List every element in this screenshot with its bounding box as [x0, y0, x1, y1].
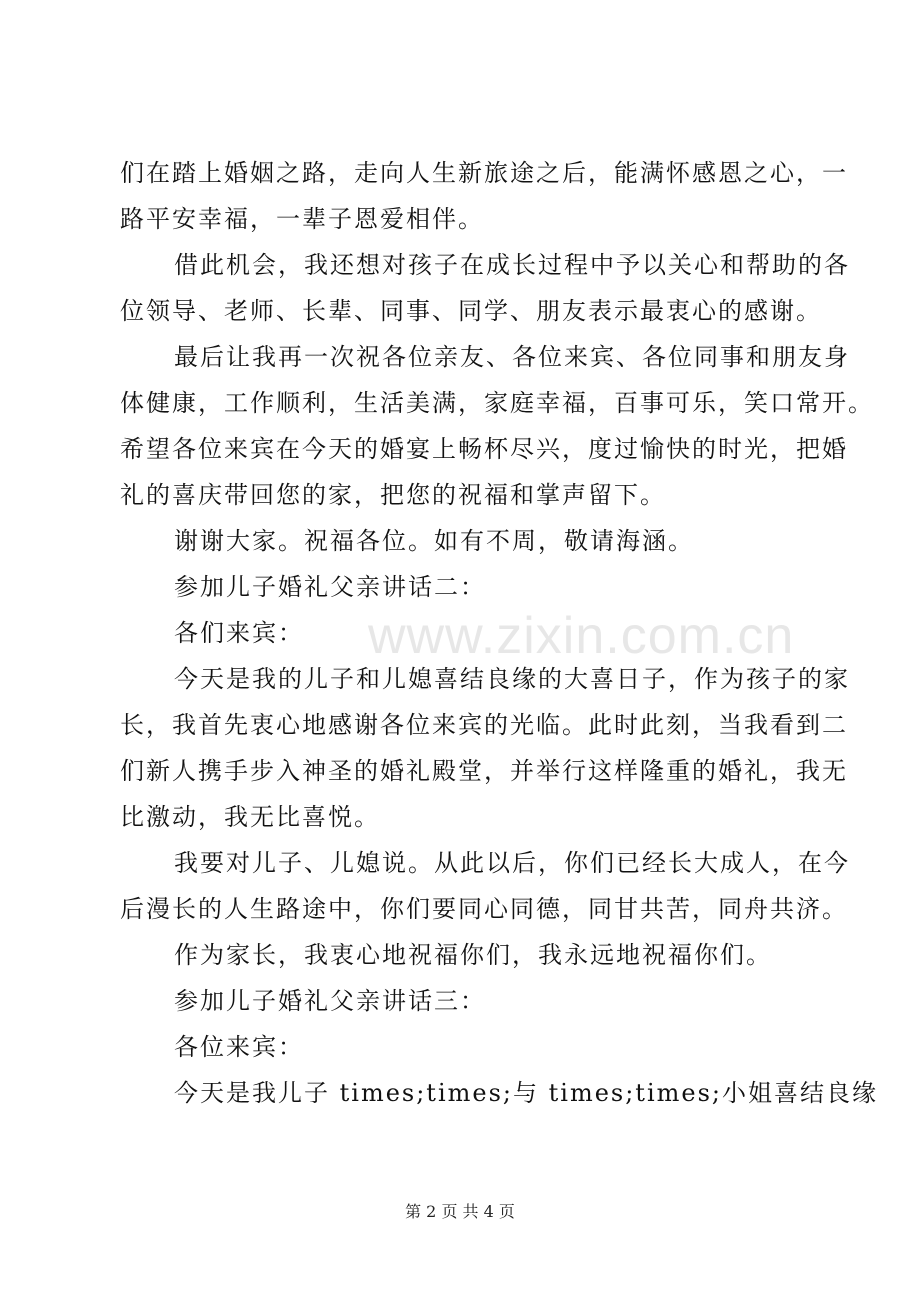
paragraph-start: 我要对儿子、儿媳说。从此以后，你们已经长大成人，在今	[174, 849, 850, 877]
text-line: 们新人携手步入神圣的婚礼殿堂，并举行这样隆重的婚礼，我无	[120, 757, 848, 785]
text-line: 们在踏上婚姻之路，走向人生新旅途之后，能满怀感恩之心，一	[120, 159, 848, 187]
text-line: 礼的喜庆带回您的家，把您的祝福和掌声留下。	[120, 481, 666, 509]
text-line: 希望各位来宾在今天的婚宴上畅杯尽兴，度过愉快的时光，把婚	[120, 435, 848, 463]
text-line: 比激动，我无比喜悦。	[120, 803, 380, 831]
paragraph-start: 借此机会，我还想对孩子在成长过程中予以关心和帮助的各	[174, 251, 850, 279]
text-line: 体健康，工作顺利，生活美满，家庭幸福，百事可乐，笑口常开。	[120, 389, 874, 417]
text-line: 长，我首先衷心地感谢各位来宾的光临。此时此刻，当我看到二	[120, 711, 848, 739]
paragraph-start: 今天是我儿子 times;times;与 times;times;小姐喜结良缘	[174, 1079, 878, 1107]
page-footer: 第 2 页 共 4 页	[405, 1202, 515, 1221]
salutation: 各位来宾：	[174, 1033, 304, 1061]
section-heading: 参加儿子婚礼父亲讲话三：	[174, 987, 486, 1015]
text-line: 路平安幸福，一辈子恩爱相伴。	[120, 205, 484, 233]
paragraph-start: 最后让我再一次祝各位亲友、各位来宾、各位同事和朋友身	[174, 343, 850, 371]
paragraph-start: 谢谢大家。祝福各位。如有不周，敬请海涵。	[174, 527, 694, 555]
salutation: 各们来宾：	[174, 619, 304, 647]
paragraph-start: 今天是我的儿子和儿媳喜结良缘的大喜日子，作为孩子的家	[174, 665, 850, 693]
text-line: 位领导、老师、长辈、同事、同学、朋友表示最衷心的感谢。	[120, 297, 822, 325]
section-heading: 参加儿子婚礼父亲讲话二：	[174, 573, 486, 601]
paragraph-start: 作为家长，我衷心地祝福你们，我永远地祝福你们。	[174, 941, 772, 969]
text-line: 后漫长的人生路途中，你们要同心同德，同甘共苦，同舟共济。	[120, 895, 848, 923]
watermark: www.zixin.com.cn	[368, 607, 795, 665]
